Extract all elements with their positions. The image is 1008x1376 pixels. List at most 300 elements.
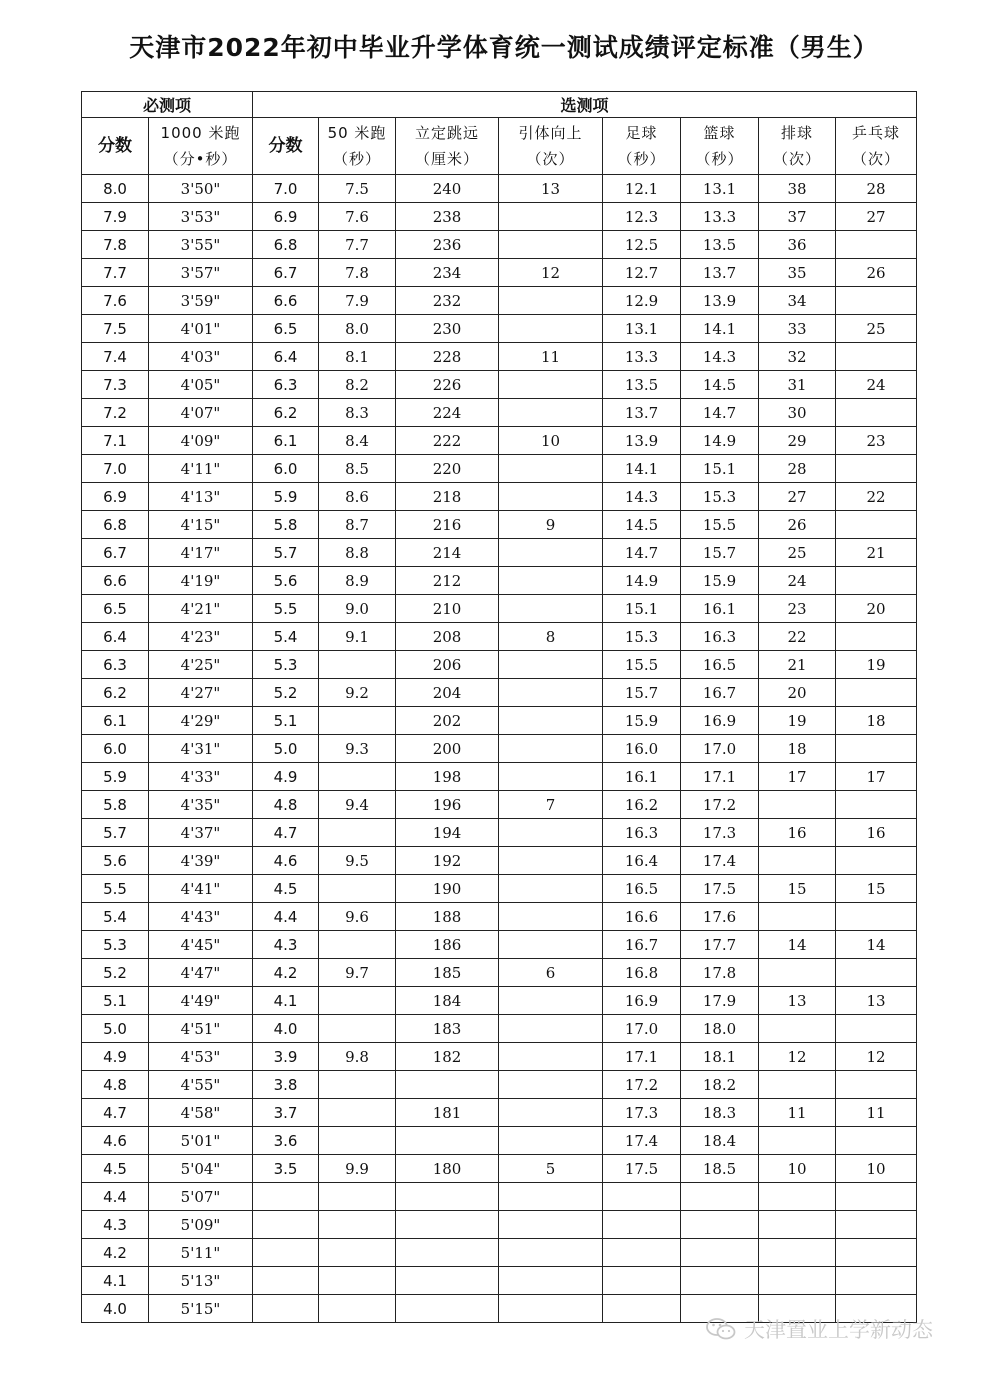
page-title: 天津市2022年初中毕业升学体育统一测试成绩评定标准（男生）	[129, 33, 879, 62]
run-50m-cell	[319, 651, 396, 679]
run-1000m-cell: 4'53"	[149, 1043, 253, 1071]
basketball-cell: 18.5	[681, 1155, 759, 1183]
table-row	[82, 1043, 917, 1071]
run-50m-cell	[319, 987, 396, 1015]
required-score-cell: 7.3	[82, 371, 149, 399]
required-score-cell: 4.9	[82, 1043, 149, 1071]
table-row	[82, 1127, 917, 1155]
basketball-cell: 17.8	[681, 959, 759, 987]
volleyball-cell: 15	[759, 875, 836, 903]
optional-score-cell: 5.3	[253, 651, 319, 679]
standing-long-jump-cell: 188	[396, 903, 499, 931]
table-tennis-cell	[836, 679, 917, 707]
table-row	[82, 959, 917, 987]
pull-up-cell	[499, 371, 603, 399]
score-header: 分数	[82, 118, 149, 175]
optional-score-cell: 6.7	[253, 259, 319, 287]
table-row	[82, 651, 917, 679]
optional-score-cell	[253, 1239, 319, 1267]
optional-score-cell: 6.0	[253, 455, 319, 483]
pull-up-cell	[499, 595, 603, 623]
optional-score-cell: 4.6	[253, 847, 319, 875]
standing-long-jump-cell: 194	[396, 819, 499, 847]
table-tennis-cell	[836, 1183, 917, 1211]
basketball-cell: 17.3	[681, 819, 759, 847]
table-tennis-cell: 21	[836, 539, 917, 567]
required-score-cell: 7.6	[82, 287, 149, 315]
basketball-cell: 18.2	[681, 1071, 759, 1099]
volleyball-cell: 14	[759, 931, 836, 959]
table-tennis-cell: 24	[836, 371, 917, 399]
football-cell	[603, 1211, 681, 1239]
football-cell: 14.1	[603, 455, 681, 483]
optional-score-cell: 3.7	[253, 1099, 319, 1127]
required-score-cell: 7.8	[82, 231, 149, 259]
table-row	[82, 763, 917, 791]
football-cell: 12.1	[603, 175, 681, 203]
run-1000m-cell: 5'01"	[149, 1127, 253, 1155]
run-1000m-cell: 4'15"	[149, 511, 253, 539]
table-tennis-cell: 12	[836, 1043, 917, 1071]
standing-long-jump-cell: 236	[396, 231, 499, 259]
volleyball-cell: 24	[759, 567, 836, 595]
standing-long-jump-cell: 232	[396, 287, 499, 315]
required-score-cell: 7.7	[82, 259, 149, 287]
basketball-cell: 14.3	[681, 343, 759, 371]
required-score-cell: 6.4	[82, 623, 149, 651]
run-1000m-cell: 4'17"	[149, 539, 253, 567]
optional-score-cell: 7.0	[253, 175, 319, 203]
run-1000m-cell: 4'13"	[149, 483, 253, 511]
standing-long-jump-cell: 181	[396, 1099, 499, 1127]
table-tennis-cell	[836, 1127, 917, 1155]
basketball-cell: 16.1	[681, 595, 759, 623]
pull-up-cell	[499, 847, 603, 875]
volleyball-cell: 17	[759, 763, 836, 791]
run-1000m-cell: 5'09"	[149, 1211, 253, 1239]
volleyball-cell	[759, 1239, 836, 1267]
basketball-cell: 13.1	[681, 175, 759, 203]
football-cell: 14.7	[603, 539, 681, 567]
volleyball-cell	[759, 1127, 836, 1155]
basketball-cell: 15.5	[681, 511, 759, 539]
run-1000m-cell: 4'21"	[149, 595, 253, 623]
table-tennis-cell	[836, 1267, 917, 1295]
required-score-cell: 5.6	[82, 847, 149, 875]
volleyball-cell	[759, 791, 836, 819]
required-score-cell: 5.0	[82, 1015, 149, 1043]
volleyball-cell: 33	[759, 315, 836, 343]
table-tennis-cell: 10	[836, 1155, 917, 1183]
table-tennis-cell	[836, 735, 917, 763]
football-cell: 13.3	[603, 343, 681, 371]
optional-score-cell	[253, 1295, 319, 1323]
standing-long-jump-cell: 198	[396, 763, 499, 791]
volleyball-cell: 11	[759, 1099, 836, 1127]
table-tennis-cell: 15	[836, 875, 917, 903]
run-1000m-cell: 5'07"	[149, 1183, 253, 1211]
volleyball-cell: 35	[759, 259, 836, 287]
volleyball-cell	[759, 959, 836, 987]
pull-up-cell	[499, 1211, 603, 1239]
table-row	[82, 1239, 917, 1267]
pull-up-cell: 6	[499, 959, 603, 987]
standing-long-jump-cell: 224	[396, 399, 499, 427]
table-row	[82, 847, 917, 875]
standing-long-jump-cell: 234	[396, 259, 499, 287]
football-cell: 16.6	[603, 903, 681, 931]
table-tennis-header: 乒乓球 （次）	[836, 118, 917, 175]
run-50m-cell: 8.2	[319, 371, 396, 399]
run-1000m-cell: 4'23"	[149, 623, 253, 651]
run-50m-cell	[319, 707, 396, 735]
run-50m-cell	[319, 1127, 396, 1155]
basketball-cell	[681, 1267, 759, 1295]
football-cell: 16.3	[603, 819, 681, 847]
volleyball-cell: 21	[759, 651, 836, 679]
optional-score-cell: 6.3	[253, 371, 319, 399]
pull-up-cell	[499, 763, 603, 791]
required-score-cell: 7.1	[82, 427, 149, 455]
football-cell: 16.0	[603, 735, 681, 763]
run-50m-cell: 9.4	[319, 791, 396, 819]
table-tennis-cell	[836, 1211, 917, 1239]
table-row	[82, 791, 917, 819]
football-cell: 13.9	[603, 427, 681, 455]
optional-score-cell: 3.6	[253, 1127, 319, 1155]
football-cell: 12.5	[603, 231, 681, 259]
basketball-cell: 16.7	[681, 679, 759, 707]
required-score-cell: 5.8	[82, 791, 149, 819]
pull-up-cell	[499, 1099, 603, 1127]
football-cell: 16.5	[603, 875, 681, 903]
run-1000m-cell: 3'55"	[149, 231, 253, 259]
run-1000m-cell: 3'57"	[149, 259, 253, 287]
table-tennis-cell	[836, 1071, 917, 1099]
required-score-cell: 6.6	[82, 567, 149, 595]
volleyball-cell: 34	[759, 287, 836, 315]
basketball-cell: 13.7	[681, 259, 759, 287]
standing-long-jump-cell: 208	[396, 623, 499, 651]
required-score-cell: 5.7	[82, 819, 149, 847]
run-50m-cell	[319, 1099, 396, 1127]
pull-up-cell: 7	[499, 791, 603, 819]
table-row	[82, 511, 917, 539]
table-row	[82, 483, 917, 511]
run-50m-cell	[319, 1295, 396, 1323]
pull-up-cell	[499, 399, 603, 427]
football-cell: 13.7	[603, 399, 681, 427]
standing-long-jump-cell: 190	[396, 875, 499, 903]
table-row	[82, 595, 917, 623]
run-1000m-cell: 4'45"	[149, 931, 253, 959]
required-score-cell: 6.2	[82, 679, 149, 707]
table-row	[82, 903, 917, 931]
table-tennis-cell	[836, 959, 917, 987]
standing-long-jump-cell	[396, 1071, 499, 1099]
table-body	[82, 175, 917, 1323]
run-50m-cell: 9.7	[319, 959, 396, 987]
volleyball-cell: 26	[759, 511, 836, 539]
football-cell: 14.9	[603, 567, 681, 595]
volleyball-cell	[759, 1015, 836, 1043]
football-cell: 15.5	[603, 651, 681, 679]
football-cell: 17.4	[603, 1127, 681, 1155]
optional-score-cell: 5.4	[253, 623, 319, 651]
run-50m-cell: 8.5	[319, 455, 396, 483]
required-score-cell: 4.5	[82, 1155, 149, 1183]
volleyball-cell	[759, 1071, 836, 1099]
table-row	[82, 315, 917, 343]
football-cell: 14.5	[603, 511, 681, 539]
volleyball-cell	[759, 1183, 836, 1211]
table-row	[82, 707, 917, 735]
run-50m-cell	[319, 931, 396, 959]
optional-score-cell: 4.7	[253, 819, 319, 847]
required-score-cell: 7.4	[82, 343, 149, 371]
standing-long-jump-cell: 200	[396, 735, 499, 763]
required-score-cell: 4.3	[82, 1211, 149, 1239]
standing-long-jump-cell: 180	[396, 1155, 499, 1183]
standing-long-jump-cell	[396, 1127, 499, 1155]
run-1000m-cell: 4'25"	[149, 651, 253, 679]
run-50m-cell: 8.6	[319, 483, 396, 511]
pull-up-cell	[499, 735, 603, 763]
standing-long-jump-cell	[396, 1267, 499, 1295]
basketball-cell: 15.7	[681, 539, 759, 567]
pull-up-cell	[499, 707, 603, 735]
required-score-cell: 6.5	[82, 595, 149, 623]
run-1000m-cell: 4'49"	[149, 987, 253, 1015]
run-50m-cell	[319, 1267, 396, 1295]
table-tennis-cell: 28	[836, 175, 917, 203]
run-50m-cell: 7.7	[319, 231, 396, 259]
table-row	[82, 343, 917, 371]
run-50m-cell: 8.7	[319, 511, 396, 539]
table-tennis-cell: 26	[836, 259, 917, 287]
basketball-cell: 17.4	[681, 847, 759, 875]
pull-up-cell	[499, 819, 603, 847]
optional-items-header: 选测项	[253, 92, 917, 118]
pull-up-cell	[499, 231, 603, 259]
run-1000m-cell: 4'31"	[149, 735, 253, 763]
run-1000m-cell: 5'11"	[149, 1239, 253, 1267]
run-1000m-cell: 4'55"	[149, 1071, 253, 1099]
optional-score-cell: 4.3	[253, 931, 319, 959]
table-tennis-cell	[836, 847, 917, 875]
run-50m-cell: 8.0	[319, 315, 396, 343]
standing-long-jump-cell: 192	[396, 847, 499, 875]
run-50m-cell: 8.4	[319, 427, 396, 455]
required-score-cell: 7.5	[82, 315, 149, 343]
pull-up-cell: 9	[499, 511, 603, 539]
run-1000m-cell: 4'41"	[149, 875, 253, 903]
pull-up-cell	[499, 1183, 603, 1211]
table-row	[82, 399, 917, 427]
optional-score-cell: 5.6	[253, 567, 319, 595]
football-cell	[603, 1183, 681, 1211]
table-row	[82, 1015, 917, 1043]
volleyball-cell: 29	[759, 427, 836, 455]
required-score-cell: 4.0	[82, 1295, 149, 1323]
football-cell: 13.1	[603, 315, 681, 343]
basketball-cell: 16.3	[681, 623, 759, 651]
run-1000m-cell: 4'58"	[149, 1099, 253, 1127]
optional-score-cell: 4.8	[253, 791, 319, 819]
football-cell: 17.1	[603, 1043, 681, 1071]
table-tennis-cell	[836, 1015, 917, 1043]
required-score-cell: 5.4	[82, 903, 149, 931]
required-score-cell: 5.5	[82, 875, 149, 903]
run-1000m-cell: 3'59"	[149, 287, 253, 315]
standing-long-jump-cell: 186	[396, 931, 499, 959]
run-50m-cell: 9.2	[319, 679, 396, 707]
volleyball-cell: 19	[759, 707, 836, 735]
volleyball-cell: 18	[759, 735, 836, 763]
run-1000m-cell: 4'33"	[149, 763, 253, 791]
basketball-cell: 13.5	[681, 231, 759, 259]
football-cell: 16.7	[603, 931, 681, 959]
required-score-cell: 5.2	[82, 959, 149, 987]
table-row	[82, 1155, 917, 1183]
pull-up-cell	[499, 315, 603, 343]
required-score-cell: 5.1	[82, 987, 149, 1015]
run-50m-cell: 8.9	[319, 567, 396, 595]
required-score-cell: 4.4	[82, 1183, 149, 1211]
optional-score-header: 分数	[253, 118, 319, 175]
basketball-cell: 17.9	[681, 987, 759, 1015]
table-row	[82, 987, 917, 1015]
volleyball-cell: 30	[759, 399, 836, 427]
table-tennis-cell: 20	[836, 595, 917, 623]
basketball-cell: 17.0	[681, 735, 759, 763]
table-row	[82, 1099, 917, 1127]
football-cell: 17.2	[603, 1071, 681, 1099]
run-50m-cell: 7.6	[319, 203, 396, 231]
standing-long-jump-cell: 202	[396, 707, 499, 735]
required-score-cell: 7.9	[82, 203, 149, 231]
required-score-cell: 8.0	[82, 175, 149, 203]
football-cell: 16.9	[603, 987, 681, 1015]
run-1000m-cell: 3'50"	[149, 175, 253, 203]
pull-up-cell	[499, 287, 603, 315]
run-1000m-cell: 4'39"	[149, 847, 253, 875]
standing-long-jump-cell: 240	[396, 175, 499, 203]
table-tennis-cell	[836, 511, 917, 539]
run-50m-cell: 7.8	[319, 259, 396, 287]
required-score-cell: 4.2	[82, 1239, 149, 1267]
basketball-cell: 14.5	[681, 371, 759, 399]
required-score-cell: 7.0	[82, 455, 149, 483]
volleyball-cell	[759, 903, 836, 931]
basketball-cell: 16.9	[681, 707, 759, 735]
table-row	[82, 175, 917, 203]
run-50m-cell: 9.0	[319, 595, 396, 623]
football-cell: 17.0	[603, 1015, 681, 1043]
table-tennis-cell	[836, 903, 917, 931]
football-cell: 17.5	[603, 1155, 681, 1183]
standing-long-jump-cell: 222	[396, 427, 499, 455]
run-1000m-cell: 4'07"	[149, 399, 253, 427]
optional-score-cell: 5.1	[253, 707, 319, 735]
required-score-cell: 6.9	[82, 483, 149, 511]
volleyball-cell: 10	[759, 1155, 836, 1183]
volleyball-cell: 38	[759, 175, 836, 203]
run-50m-cell: 9.8	[319, 1043, 396, 1071]
table-row	[82, 875, 917, 903]
pull-up-cell: 13	[499, 175, 603, 203]
table-row	[82, 819, 917, 847]
football-cell: 17.3	[603, 1099, 681, 1127]
optional-score-cell	[253, 1183, 319, 1211]
pull-up-cell	[499, 483, 603, 511]
run-50m-cell: 8.3	[319, 399, 396, 427]
run-1000m-cell: 4'19"	[149, 567, 253, 595]
pull-up-cell	[499, 1295, 603, 1323]
run-50m-cell	[319, 875, 396, 903]
table-tennis-cell	[836, 791, 917, 819]
football-cell: 12.7	[603, 259, 681, 287]
watermark	[706, 1314, 933, 1344]
standing-long-jump-cell: 212	[396, 567, 499, 595]
run-50m-cell	[319, 1183, 396, 1211]
optional-score-cell: 6.5	[253, 315, 319, 343]
football-cell: 16.4	[603, 847, 681, 875]
table-row	[82, 455, 917, 483]
table-tennis-cell: 25	[836, 315, 917, 343]
run-1000m-cell: 4'37"	[149, 819, 253, 847]
football-cell: 12.3	[603, 203, 681, 231]
watermark-text: 天津置业上学新动态	[744, 1318, 933, 1342]
pull-up-header: 引体向上 （次）	[499, 118, 603, 175]
standing-long-jump-cell: 204	[396, 679, 499, 707]
football-cell: 15.1	[603, 595, 681, 623]
football-cell: 12.9	[603, 287, 681, 315]
basketball-cell: 15.9	[681, 567, 759, 595]
table-row	[82, 203, 917, 231]
table-tennis-cell: 11	[836, 1099, 917, 1127]
run-1000m-cell: 3'53"	[149, 203, 253, 231]
standing-long-jump-cell	[396, 1239, 499, 1267]
table-row	[82, 287, 917, 315]
run-1000m-cell: 5'15"	[149, 1295, 253, 1323]
optional-score-cell: 5.5	[253, 595, 319, 623]
standing-long-jump-cell: 230	[396, 315, 499, 343]
football-cell: 15.9	[603, 707, 681, 735]
table-row	[82, 623, 917, 651]
pull-up-cell	[499, 903, 603, 931]
pull-up-cell	[499, 931, 603, 959]
optional-score-cell: 5.2	[253, 679, 319, 707]
run-1000m-cell: 4'51"	[149, 1015, 253, 1043]
basketball-cell: 17.5	[681, 875, 759, 903]
run-50m-cell: 7.9	[319, 287, 396, 315]
volleyball-cell: 27	[759, 483, 836, 511]
standing-long-jump-cell	[396, 1295, 499, 1323]
pull-up-cell	[499, 679, 603, 707]
football-cell: 13.5	[603, 371, 681, 399]
football-cell: 16.8	[603, 959, 681, 987]
required-score-cell: 6.8	[82, 511, 149, 539]
basketball-cell: 18.0	[681, 1015, 759, 1043]
table-tennis-cell: 22	[836, 483, 917, 511]
standing-long-jump-cell: 184	[396, 987, 499, 1015]
run-50m-cell: 8.1	[319, 343, 396, 371]
table-row	[82, 735, 917, 763]
standing-long-jump-cell: 218	[396, 483, 499, 511]
standing-long-jump-cell: 185	[396, 959, 499, 987]
standing-long-jump-cell: 228	[396, 343, 499, 371]
